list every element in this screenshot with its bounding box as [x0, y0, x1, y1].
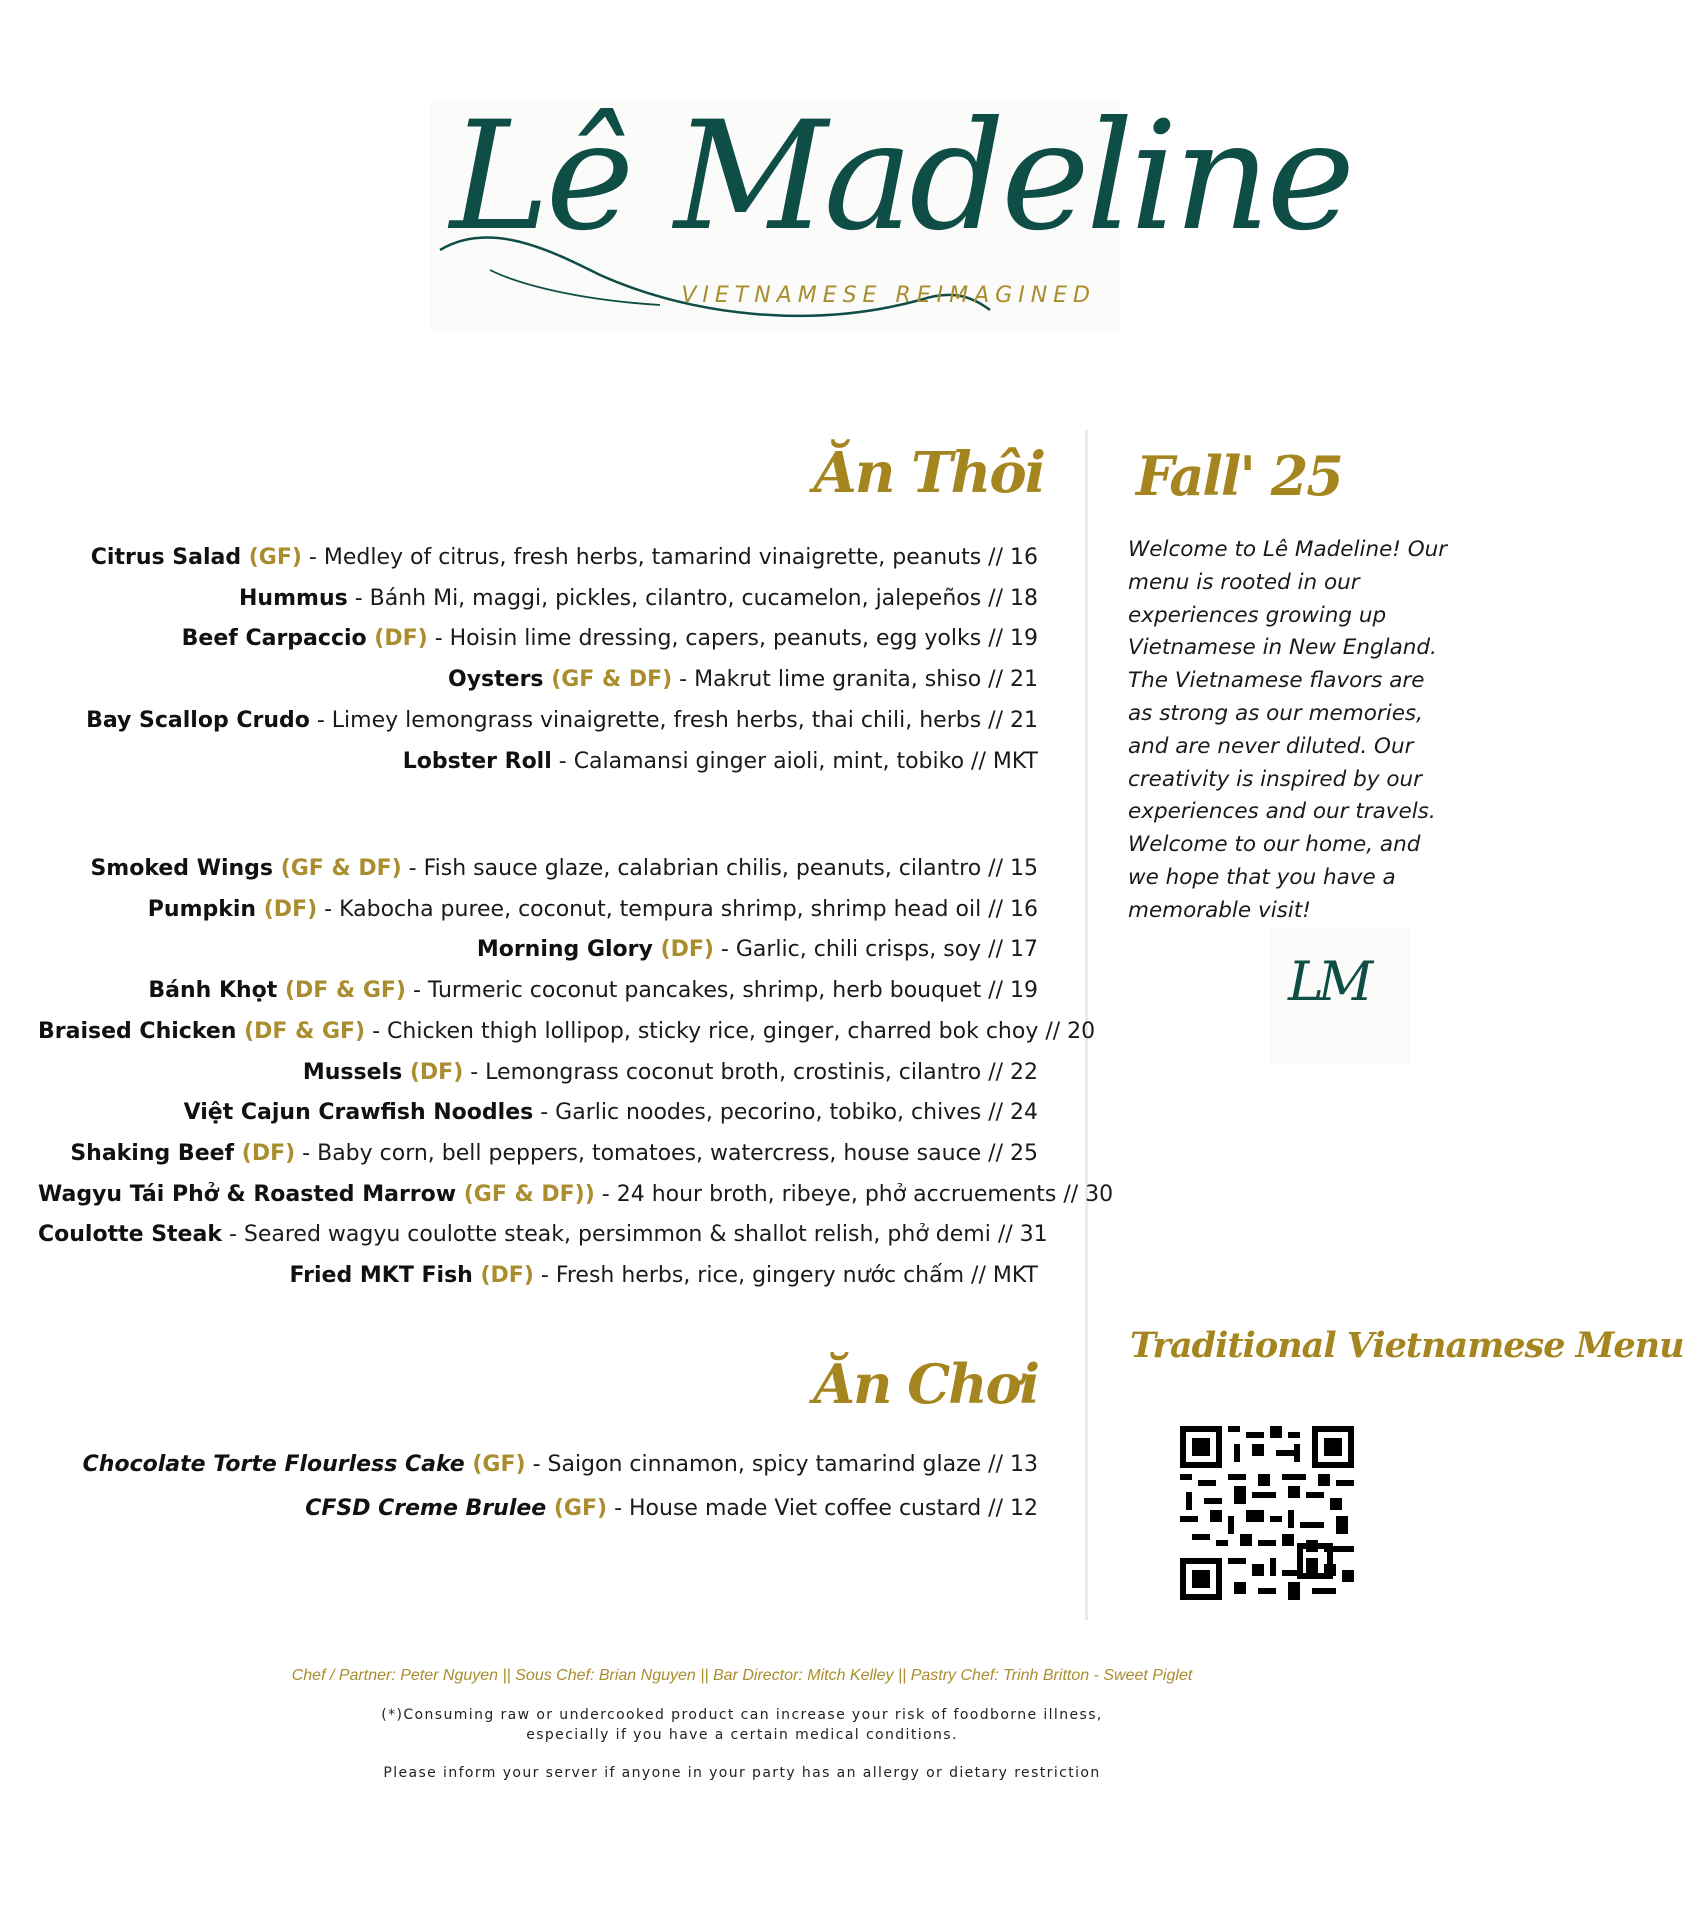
- menu-list-starters: [38, 538, 1038, 782]
- allergy-notice: Please inform your server if anyone in your party has an allergy or dietary restriction: [383, 1765, 1101, 1781]
- menu-item: Mussels (DF) - Lemongrass coconut broth, crostinis, cilantro // 22: [302, 1059, 1038, 1085]
- menu-item: Coulotte Steak - Seared wagyu coulotte steak, persimmon & shallot relish, phở demi // 31: [38, 1222, 1048, 1248]
- menu-item: Fried MKT Fish (DF) - Fresh herbs, rice, gingery nước chấm // MKT: [289, 1263, 1038, 1289]
- menu-item: Wagyu Tái Phở & Roasted Marrow (GF & DF)) - 24 hour broth, ribeye, phở accruements // 30: [38, 1181, 1114, 1207]
- menu-item: Việt Cajun Crawfish Noodles - Garlic noodes, pecorino, tobiko, chives // 24: [183, 1100, 1038, 1126]
- lm-monogram: [1270, 928, 1410, 1064]
- menu-list-desserts: [38, 1443, 1038, 1531]
- menu-item: Hummus - Bánh Mi, maggi, pickles, cilantro, cucamelon, jalepeños // 18: [239, 585, 1038, 611]
- restaurant-logo: [430, 90, 1352, 330]
- menu-item: Beef Carpaccio (DF) - Hoisin lime dressing, capers, peanuts, egg yolks // 19: [181, 626, 1038, 652]
- section-heading-fall: Fall' 25: [1136, 444, 1342, 508]
- section-heading-an-thoi: Ăn Thôi: [813, 440, 1044, 506]
- warning-line: (*)Consuming raw or undercooked product can increase your risk of foodborne illness,: [381, 1707, 1103, 1723]
- qr-code-icon[interactable]: [1180, 1426, 1354, 1600]
- monogram-text: LM: [1288, 950, 1368, 1013]
- menu-item: Oysters (GF & DF) - Makrut lime granita, shiso // 21: [448, 667, 1038, 693]
- menu-item: CFSD Creme Brulee (GF) - House made Viet coffee custard // 12: [305, 1496, 1038, 1521]
- logo-tagline: VIETNAMESE REIMAGINED: [681, 283, 1096, 308]
- welcome-paragraph: Welcome to Lê Madeline! Our menu is rooted in our experiences growing up Vietnamese in New England. The Vietnamese flavors are as strong as our memories, and are never diluted. Our creativity is inspired by our experiences and our travels. Welcome to our home, and we hope that you have a memorable visit!: [1128, 537, 1448, 923]
- menu-item: Shaking Beef (DF) - Baby corn, bell peppers, tomatoes, watercress, house sauce // 25: [70, 1140, 1038, 1166]
- menu-item: Chocolate Torte Flourless Cake (GF) - Saigon cinnamon, spicy tamarind glaze // 13: [82, 1452, 1038, 1477]
- menu-item: Bánh Khọt (DF & GF) - Turmeric coconut pancakes, shrimp, herb bouquet // 19: [148, 978, 1038, 1004]
- menu-item: Braised Chicken (DF & GF) - Chicken thigh lollipop, sticky rice, ginger, charred bok choy // 20: [38, 1018, 1096, 1044]
- menu-item: Bay Scallop Crudo - Limey lemongrass vinaigrette, fresh herbs, thai chili, herbs // 21: [86, 707, 1038, 733]
- section-heading-traditional-menu: Traditional Vietnamese Menu: [1130, 1325, 1684, 1366]
- menu-item: Lobster Roll - Calamansi ginger aioli, mint, tobiko // MKT: [402, 748, 1038, 774]
- menu-list-mains: [38, 849, 1114, 1297]
- menu-item: Smoked Wings (GF & DF) - Fish sauce glaze, calabrian chilis, peanuts, cilantro // 15: [90, 856, 1038, 881]
- raw-food-warning: [0, 1706, 1484, 1745]
- menu-item: Morning Glory (DF) - Garlic, chili crisps, soy // 17: [476, 937, 1038, 963]
- menu-item: Citrus Salad (GF) - Medley of citrus, fresh herbs, tamarind vinaigrette, peanuts // 16: [90, 545, 1038, 570]
- logo-wordmark: Lê Madeline: [450, 90, 1352, 264]
- staff-credits: Chef / Partner: Peter Nguyen || Sous Chef: Brian Nguyen || Bar Director: Mitch Kelley || Pastry Chef: Trinh Britton - Sweet Piglet: [291, 1667, 1193, 1684]
- warning-line: especially if you have a certain medical conditions.: [526, 1726, 958, 1743]
- section-heading-an-choi: Ăn Chơi: [813, 1352, 1038, 1416]
- menu-item: Pumpkin (DF) - Kabocha puree, coconut, tempura shrimp, shrimp head oil // 16: [147, 896, 1038, 922]
